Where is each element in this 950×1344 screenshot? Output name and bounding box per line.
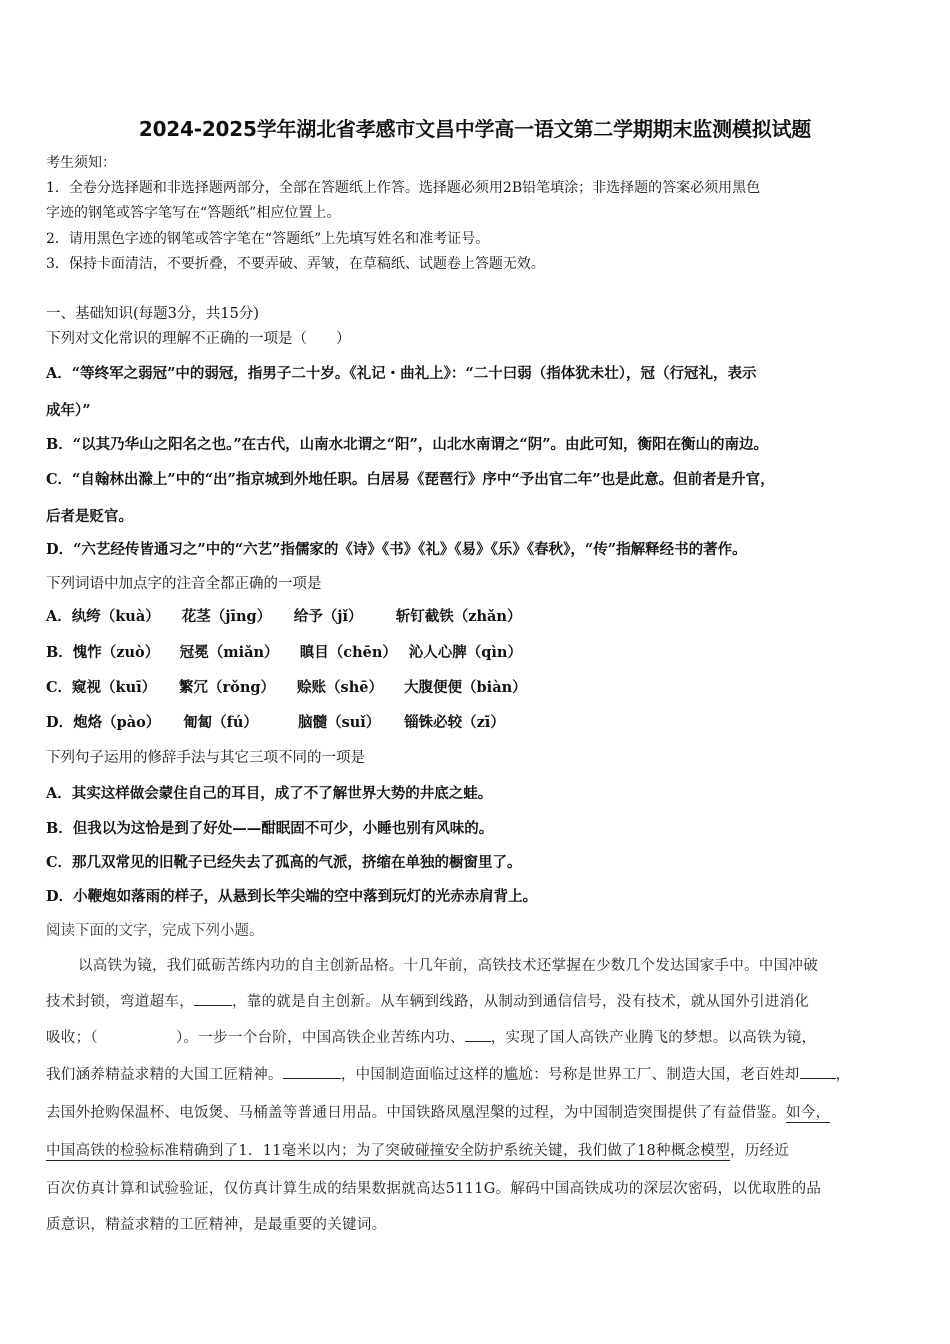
word-4: 大腹便便（biàn） bbox=[404, 679, 527, 696]
word-2: 花茎（jīng） bbox=[181, 608, 272, 625]
option-label: B． bbox=[46, 644, 73, 661]
passage-line-5 bbox=[46, 1101, 830, 1122]
q3-option-c: C．那几双常见的旧靴子已经失去了孤高的气派，挤缩在单独的橱窗里了。 bbox=[46, 854, 522, 871]
blank-4 bbox=[800, 1064, 836, 1079]
word-4: 沁人心脾（qìn） bbox=[408, 644, 522, 661]
text: 去国外抢购保温杯、电饭煲、马桶盖等普通日用品。中国铁路凤凰涅槃的过程，为中国制造突围提供了有益借鉴。 bbox=[46, 1105, 786, 1121]
notice-heading: 考生须知： bbox=[46, 155, 116, 171]
text: ， bbox=[835, 1067, 851, 1083]
section-heading: 一、基础知识(每题3分，共15分) bbox=[46, 306, 259, 322]
passage-line-3 bbox=[46, 1026, 816, 1047]
word-1: 窥视（kuī） bbox=[72, 679, 157, 696]
word-2: 匍匐（fú） bbox=[183, 714, 258, 731]
word-1: 炮烙（pào） bbox=[73, 714, 161, 731]
option-label: C． bbox=[46, 679, 73, 696]
word-2: 繁冗（rǒng） bbox=[179, 679, 276, 696]
passage-line-1: 以高铁为镜，我们砥砺苦练内功的自主创新品格。十几年前，高铁技术还掌握在少数几个发达国家手中。中国冲破 bbox=[78, 958, 818, 974]
passage-line-4 bbox=[46, 1063, 850, 1084]
q2-option-d bbox=[46, 711, 505, 732]
q1-option-a-cont: 成年）” bbox=[46, 402, 91, 419]
text: ，中国制造面临过这样的尴尬：号称是世界工厂、制造大国，老百姓却 bbox=[340, 1067, 800, 1083]
q3-option-b: B．但我以为这恰是到了好处——酣眠固不可少，小睡也别有风味的。 bbox=[46, 820, 494, 837]
q1-stem: 下列对文化常识的理解不正确的一项是（ ） bbox=[46, 331, 351, 347]
word-4: 斩钉截铁（zhǎn） bbox=[395, 608, 522, 625]
word-2: 冠冕（miǎn） bbox=[179, 644, 279, 661]
blank-1 bbox=[194, 991, 232, 1006]
notice-line-1: 1．全卷分选择题和非选择题两部分，全部在答题纸上作答。选择题必须用2B铅笔填涂；非选择题的答案必须用黑色 bbox=[46, 180, 761, 196]
text: 技术封锁，弯道超车， bbox=[46, 994, 194, 1010]
word-3: 给予（jǐ） bbox=[293, 608, 363, 625]
option-label: A． bbox=[46, 608, 72, 625]
q1-option-a: A．“等终军之弱冠”中的弱冠，指男子二十岁。《礼记・曲礼上》：“二十曰弱（指体犹未壮），冠（行冠礼，表示 bbox=[46, 365, 757, 382]
reading-intro: 阅读下面的文字，完成下列小题。 bbox=[46, 923, 264, 939]
notice-line-2: 字迹的钢笔或答字笔写在“答题纸”相应位置上。 bbox=[46, 205, 341, 221]
word-1: 愧怍（zuò） bbox=[72, 644, 160, 661]
q2-option-a bbox=[46, 605, 521, 626]
passage-line-2 bbox=[46, 990, 809, 1011]
notice-line-4: 3．保持卡面清洁，不要折叠，不要弄破、弄皱，在草稿纸、试题卷上答题无效。 bbox=[46, 256, 545, 272]
word-3: 瞋目（chēn） bbox=[299, 644, 397, 661]
passage-line-8: 质意识，精益求精的工匠精神，是最重要的关键词。 bbox=[46, 1217, 387, 1233]
q1-option-d: D．“六艺经传皆通习之”中的“六艺”指儒家的《诗》《书》《礼》《易》《乐》《春秋》，“传”指解释经书的著作。 bbox=[46, 541, 747, 558]
text: 我们涵养精益求精的大国工匠精神。 bbox=[46, 1067, 283, 1083]
q2-option-b bbox=[46, 641, 522, 662]
q1-option-c-cont: 后者是贬官。 bbox=[46, 508, 133, 525]
text: ，实现了国人高铁产业腾飞的梦想。以高铁为镜， bbox=[490, 1030, 817, 1046]
blank-2 bbox=[465, 1027, 491, 1042]
word-3: 赊账（shē） bbox=[297, 679, 383, 696]
q1-option-c: C．“自翰林出滁上”中的“出”指京城到外地任职。白居易《琵琶行》序中“予出官二年”也是此意。但前者是升官， bbox=[46, 471, 775, 488]
word-3: 脑髓（suǐ） bbox=[298, 714, 381, 731]
passage-line-7: 百次仿真计算和试验验证，仅仿真计算生成的结果数据就高达5111G。解码中国高铁成功的深层次密码，以优取胜的品 bbox=[46, 1181, 822, 1197]
q3-stem: 下列句子运用的修辞手法与其它三项不同的一项是 bbox=[46, 750, 365, 766]
notice-line-3: 2．请用黑色字迹的钢笔或答字笔在“答题纸”上先填写姓名和准考证号。 bbox=[46, 231, 490, 247]
option-label: D． bbox=[46, 714, 74, 731]
q2-stem: 下列词语中加点字的注音全都正确的一项是 bbox=[46, 576, 322, 592]
passage-line-6 bbox=[46, 1139, 789, 1160]
page-title: 2024-2025学年湖北省孝感市文昌中学高一语文第二学期期末监测模拟试题 bbox=[138, 117, 812, 141]
word-1: 纨绔（kuà） bbox=[71, 608, 160, 625]
underlined-text: 如今， bbox=[786, 1105, 831, 1121]
word-4: 锱铢必较（zī） bbox=[404, 714, 505, 731]
q3-option-d: D．小鞭炮如落雨的样子，从悬到长竿尖端的空中落到玩灯的光赤赤肩背上。 bbox=[46, 888, 538, 905]
text: 吸收；（ bbox=[46, 1030, 98, 1046]
q1-option-b: B．“以其乃华山之阳名之也。”在古代，山南水北谓之“阳”，山北水南谓之“阴”。由此可知，衡阳在衡山的南边。 bbox=[46, 436, 769, 453]
text: ，历经近 bbox=[730, 1143, 790, 1159]
q3-option-a: A．其实这样做会蒙住自己的耳目，成了不了解世界大势的井底之蛙。 bbox=[46, 785, 493, 802]
text: ）。一步一个台阶，中国高铁企业苦练内功、 bbox=[175, 1030, 465, 1046]
text: ，靠的就是自主创新。从车辆到线路，从制动到通信信号，没有技术，就从国外引进消化 bbox=[232, 994, 810, 1010]
blank-3 bbox=[283, 1064, 341, 1079]
underlined-text: 中国高铁的检验标准精确到了1．11毫米以内；为了突破碰撞安全防护系统关键，我们做了18种概念模型 bbox=[46, 1143, 731, 1159]
q2-option-c bbox=[46, 676, 527, 697]
